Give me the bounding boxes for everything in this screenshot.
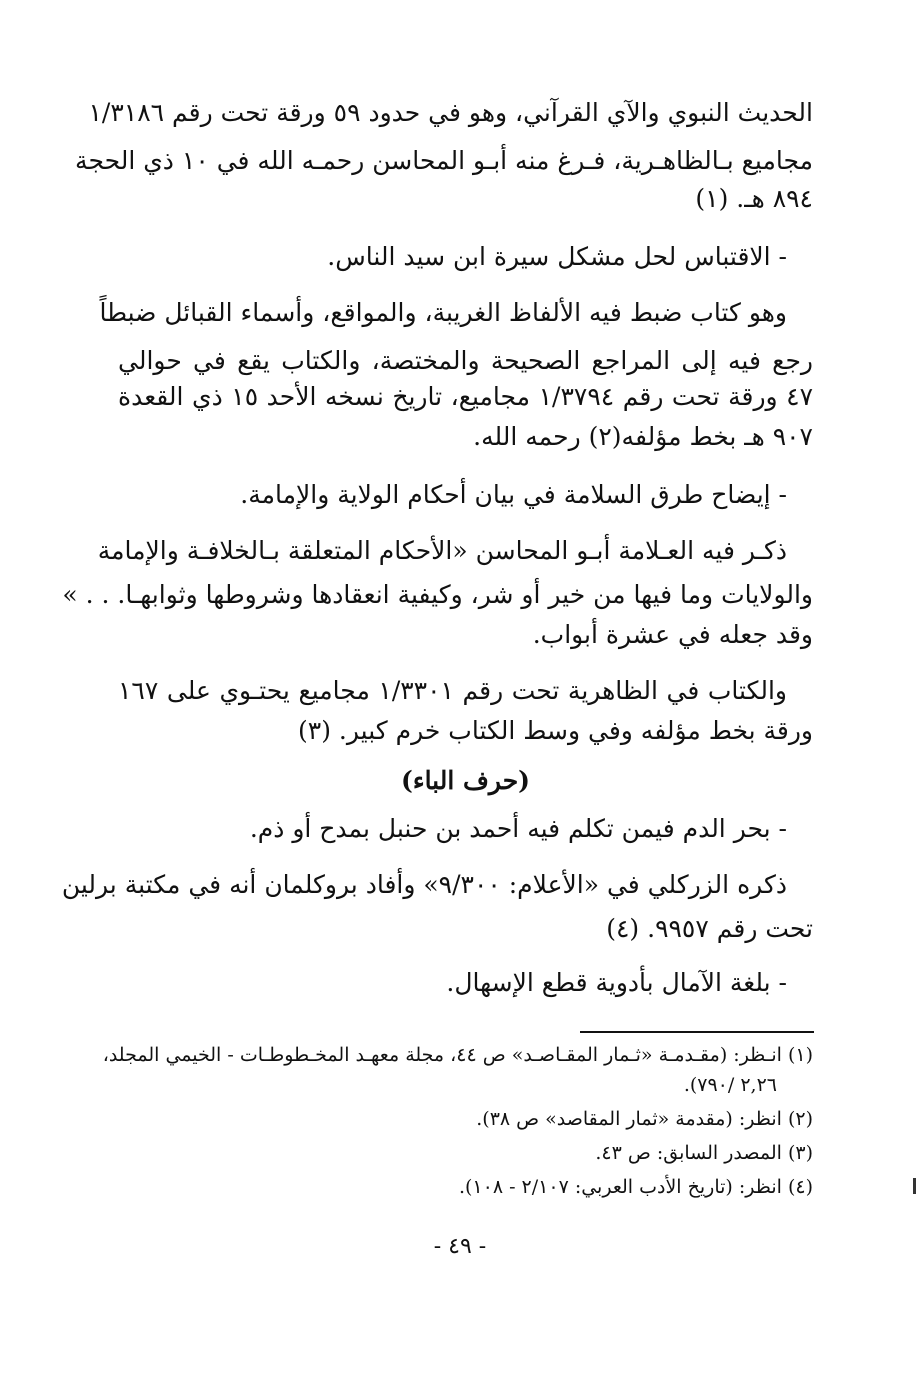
footnote-continuation: ٢,٢٦ /٧٩٠). — [683, 1074, 777, 1096]
page-number: - ٤٩ - — [433, 1234, 487, 1259]
text-line: تحت رقم ٩٩٥٧. (٤) — [606, 914, 813, 943]
footnote: (٣) المصدر السابق: ص ٤٣. — [595, 1142, 813, 1164]
text-line: الحديث النبوي والآي القرآني، وهو في حدود ٥٩ ورقة تحت رقم ١/٣١٨٦ — [88, 98, 813, 127]
text-line: ٩٠٧ هـ بخط مؤلفه(٢) رحمه الله. — [473, 422, 813, 451]
footnote: (١) انـظر: (مقـدمـة «ثـمار المقـاصـد» ص ٤٤، مجلة معهـد المخـطوطـات - الخيمي المجلد، — [102, 1044, 813, 1066]
text-line: ذكـر فيه العـلامة أبـو المحاسن «الأحكام المتعلقة بـالخلافـة والإمامة — [97, 536, 787, 565]
footnote: (٢) انظر: (مقدمة «ثمار المقاصد» ص ٣٨). — [476, 1108, 813, 1130]
entry-title: - إيضاح طرق السلامة في بيان أحكام الولاية والإمامة. — [240, 480, 787, 509]
text-line: والكتاب في الظاهرية تحت رقم ١/٣٣٠١ مجاميع يحتـوي على ١٦٧ — [118, 676, 787, 705]
entry-title: - بحر الدم فيمن تكلم فيه أحمد بن حنبل بمدح أو ذم. — [249, 814, 787, 843]
text-line: مجاميع بـالظاهـرية، فـرغ منه أبـو المحاسن رحمـه الله في ١٠ ذي الحجة — [75, 146, 813, 175]
text-line: وهو كتاب ضبط فيه الألفاظ الغريبة، والمواقع، وأسماء القبائل ضبطاً — [99, 298, 787, 327]
text-line: ٨٩٤ هـ. (١) — [695, 184, 813, 213]
footnote-separator — [580, 1031, 814, 1033]
entry-title: - الاقتباس لحل مشكل سيرة ابن سيد الناس. — [327, 242, 787, 271]
text-line: وقد جعله في عشرة أبواب. — [532, 620, 813, 649]
text-line: والولايات وما فيها من خير أو شر، وكيفية انعقادها وشروطها وثوابهـا. . . » — [62, 580, 813, 609]
text-line: ورقة بخط مؤلفه وفي وسط الكتاب خرم كبير. (٣) — [298, 716, 813, 745]
footnote: (٤) انظر: (تاريخ الأدب العربي: ٢/١٠٧ - ١٠٨). — [458, 1176, 813, 1198]
text-line: ٤٧ ورقة تحت رقم ١/٣٧٩٤ مجاميع، تاريخ نسخه الأحد ١٥ ذي القعدة — [118, 382, 814, 411]
section-heading: (حرف الباء) — [400, 766, 530, 795]
text-line: رجع فيه إلى المراجع الصحيحة والمختصة، والكتاب يقع في حوالي — [118, 346, 813, 375]
text-line: ذكره الزركلي في «الأعلام: ٩/٣٠٠» وأفاد بروكلمان أنه في مكتبة برلين — [61, 870, 787, 899]
entry-title: - بلغة الآمال بأدوية قطع الإسهال. — [446, 968, 787, 997]
scan-edge-mark — [913, 1178, 916, 1194]
